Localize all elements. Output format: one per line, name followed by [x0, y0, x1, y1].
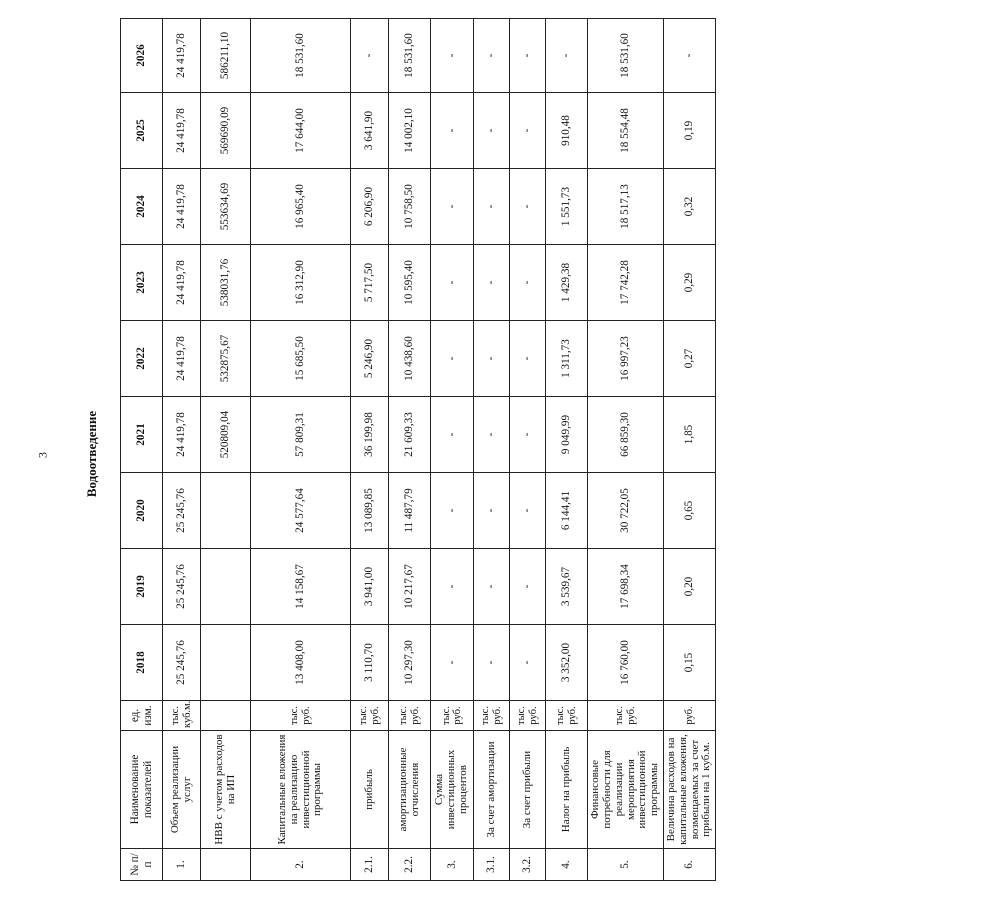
- row-unit: тыс. руб.: [588, 701, 664, 731]
- value-cell: 11 487,79: [389, 473, 431, 549]
- table-row: [664, 19, 716, 881]
- table-header-row: [121, 19, 163, 881]
- value-cell: 3 641,90: [351, 93, 389, 169]
- value-cell: -: [431, 169, 474, 245]
- value-cell: 18 531,60: [389, 19, 431, 93]
- value-cell: 10 758,50: [389, 169, 431, 245]
- value-cell: 25 245,76: [163, 473, 201, 549]
- value-cell: -: [510, 169, 546, 245]
- value-cell: 10 297,30: [389, 625, 431, 701]
- row-number: 3.: [431, 849, 474, 881]
- value-cell: 57 809,31: [251, 397, 351, 473]
- value-cell: 18 517,13: [588, 169, 664, 245]
- investment-table-container: [120, 31, 982, 881]
- value-cell: 24 419,78: [163, 245, 201, 321]
- value-cell: 569690,09: [201, 93, 251, 169]
- value-cell: -: [474, 625, 510, 701]
- table-row: [201, 19, 251, 881]
- row-name: амортизационные отчисления: [389, 731, 431, 849]
- value-cell: -: [431, 245, 474, 321]
- value-cell: [201, 473, 251, 549]
- value-cell: 18 554,48: [588, 93, 664, 169]
- header-name: Наименование показателей: [121, 731, 163, 849]
- section-title: Водоотведение: [84, 410, 99, 498]
- table-row: [431, 19, 474, 881]
- value-cell: 13 089,85: [351, 473, 389, 549]
- value-cell: 1 551,73: [546, 169, 588, 245]
- row-name: Объем реализации услуг: [163, 731, 201, 849]
- value-cell: 66 859,30: [588, 397, 664, 473]
- value-cell: 24 419,78: [163, 19, 201, 93]
- row-number: 2.1.: [351, 849, 389, 881]
- value-cell: 36 199,98: [351, 397, 389, 473]
- row-name: За счет прибыли: [510, 731, 546, 849]
- value-cell: 16 760,00: [588, 625, 664, 701]
- value-cell: 5 246,90: [351, 321, 389, 397]
- row-unit: тыс. куб.м.: [163, 701, 201, 731]
- value-cell: 532875,67: [201, 321, 251, 397]
- value-cell: 1,85: [664, 397, 716, 473]
- value-cell: 14 158,67: [251, 549, 351, 625]
- value-cell: -: [474, 397, 510, 473]
- header-unit: ед. изм.: [121, 701, 163, 731]
- value-cell: 10 217,67: [389, 549, 431, 625]
- value-cell: -: [510, 473, 546, 549]
- header-year: 2021: [121, 397, 163, 473]
- value-cell: -: [664, 19, 716, 93]
- value-cell: 16 312,90: [251, 245, 351, 321]
- value-cell: -: [510, 321, 546, 397]
- header-year: 2025: [121, 93, 163, 169]
- row-number: 2.2.: [389, 849, 431, 881]
- value-cell: 0,29: [664, 245, 716, 321]
- value-cell: 24 419,78: [163, 169, 201, 245]
- value-cell: -: [510, 245, 546, 321]
- value-cell: 17 698,34: [588, 549, 664, 625]
- value-cell: -: [510, 397, 546, 473]
- value-cell: 14 002,10: [389, 93, 431, 169]
- row-unit: тыс. руб.: [474, 701, 510, 731]
- investment-table: [120, 18, 716, 881]
- value-cell: -: [474, 321, 510, 397]
- value-cell: 24 419,78: [163, 93, 201, 169]
- value-cell: 17 644,00: [251, 93, 351, 169]
- table-row: [389, 19, 431, 881]
- page-number: 3: [35, 452, 50, 458]
- row-unit: тыс. руб.: [431, 701, 474, 731]
- value-cell: 24 419,78: [163, 321, 201, 397]
- value-cell: 538031,76: [201, 245, 251, 321]
- row-name: Величина расходов на капитальные вложения, возмещаемых за счет прибыли на 1 куб.м.: [664, 731, 716, 849]
- value-cell: 1 311,73: [546, 321, 588, 397]
- value-cell: -: [474, 169, 510, 245]
- header-year: 2023: [121, 245, 163, 321]
- value-cell: 10 438,60: [389, 321, 431, 397]
- row-name: НВВ с учетом расходов на ИП: [201, 731, 251, 849]
- value-cell: -: [474, 245, 510, 321]
- value-cell: -: [510, 93, 546, 169]
- header-year: 2020: [121, 473, 163, 549]
- row-name: прибыль: [351, 731, 389, 849]
- value-cell: -: [431, 549, 474, 625]
- value-cell: -: [474, 473, 510, 549]
- value-cell: 586211,10: [201, 19, 251, 93]
- header-year: 2019: [121, 549, 163, 625]
- row-number: 3.1.: [474, 849, 510, 881]
- value-cell: -: [474, 93, 510, 169]
- value-cell: -: [474, 549, 510, 625]
- value-cell: 16 965,40: [251, 169, 351, 245]
- row-number: 5.: [588, 849, 664, 881]
- table-row: [546, 19, 588, 881]
- value-cell: 13 408,00: [251, 625, 351, 701]
- table-row: [163, 19, 201, 881]
- value-cell: 520809,04: [201, 397, 251, 473]
- value-cell: [201, 549, 251, 625]
- header-year: 2026: [121, 19, 163, 93]
- value-cell: 3 110,70: [351, 625, 389, 701]
- value-cell: 6 206,90: [351, 169, 389, 245]
- value-cell: 0,15: [664, 625, 716, 701]
- value-cell: 25 245,76: [163, 625, 201, 701]
- value-cell: -: [431, 93, 474, 169]
- value-cell: 9 049,99: [546, 397, 588, 473]
- value-cell: -: [431, 19, 474, 93]
- row-unit: тыс. руб.: [546, 701, 588, 731]
- header-year: 2024: [121, 169, 163, 245]
- value-cell: 5 717,50: [351, 245, 389, 321]
- row-number: 3.2.: [510, 849, 546, 881]
- row-unit: тыс. руб.: [389, 701, 431, 731]
- value-cell: -: [546, 19, 588, 93]
- value-cell: 30 722,05: [588, 473, 664, 549]
- value-cell: -: [474, 19, 510, 93]
- table-row: [251, 19, 351, 881]
- value-cell: 3 539,67: [546, 549, 588, 625]
- table-row: [510, 19, 546, 881]
- value-cell: 15 685,50: [251, 321, 351, 397]
- table-row: [588, 19, 664, 881]
- value-cell: 0,27: [664, 321, 716, 397]
- row-unit: тыс. руб.: [251, 701, 351, 731]
- row-name: Сумма инвестиционных процентов: [431, 731, 474, 849]
- row-number: 2.: [251, 849, 351, 881]
- value-cell: 0,19: [664, 93, 716, 169]
- header-year: 2018: [121, 625, 163, 701]
- row-unit: тыс. руб.: [351, 701, 389, 731]
- value-cell: 0,20: [664, 549, 716, 625]
- value-cell: 24 419,78: [163, 397, 201, 473]
- value-cell: 16 997,23: [588, 321, 664, 397]
- row-unit: руб.: [664, 701, 716, 731]
- value-cell: 910,48: [546, 93, 588, 169]
- value-cell: 0,32: [664, 169, 716, 245]
- row-number: 1.: [163, 849, 201, 881]
- value-cell: -: [510, 19, 546, 93]
- row-name: За счет амортизации: [474, 731, 510, 849]
- header-year: 2022: [121, 321, 163, 397]
- value-cell: 3 352,00: [546, 625, 588, 701]
- value-cell: 25 245,76: [163, 549, 201, 625]
- row-number: 4.: [546, 849, 588, 881]
- value-cell: 21 609,33: [389, 397, 431, 473]
- value-cell: 10 595,40: [389, 245, 431, 321]
- value-cell: [201, 625, 251, 701]
- value-cell: 0,65: [664, 473, 716, 549]
- value-cell: -: [431, 473, 474, 549]
- value-cell: 6 144,41: [546, 473, 588, 549]
- row-name: Капитальные вложения на реализацию инвестиционной программы: [251, 731, 351, 849]
- table-row: [474, 19, 510, 881]
- value-cell: 3 941,00: [351, 549, 389, 625]
- row-name: Финансовые потребности для реализации мероприятия инвестиционной программы: [588, 731, 664, 849]
- value-cell: 18 531,60: [588, 19, 664, 93]
- value-cell: -: [510, 549, 546, 625]
- value-cell: 17 742,28: [588, 245, 664, 321]
- row-name: Налог на прибыль: [546, 731, 588, 849]
- value-cell: 1 429,38: [546, 245, 588, 321]
- row-unit: [201, 701, 251, 731]
- row-unit: тыс. руб.: [510, 701, 546, 731]
- table-row: [351, 19, 389, 881]
- value-cell: -: [431, 397, 474, 473]
- row-number: 6.: [664, 849, 716, 881]
- value-cell: 18 531,60: [251, 19, 351, 93]
- header-num: № п/п: [121, 849, 163, 881]
- value-cell: -: [510, 625, 546, 701]
- value-cell: 553634,69: [201, 169, 251, 245]
- value-cell: -: [351, 19, 389, 93]
- value-cell: 24 577,64: [251, 473, 351, 549]
- value-cell: -: [431, 321, 474, 397]
- row-number: [201, 849, 251, 881]
- value-cell: -: [431, 625, 474, 701]
